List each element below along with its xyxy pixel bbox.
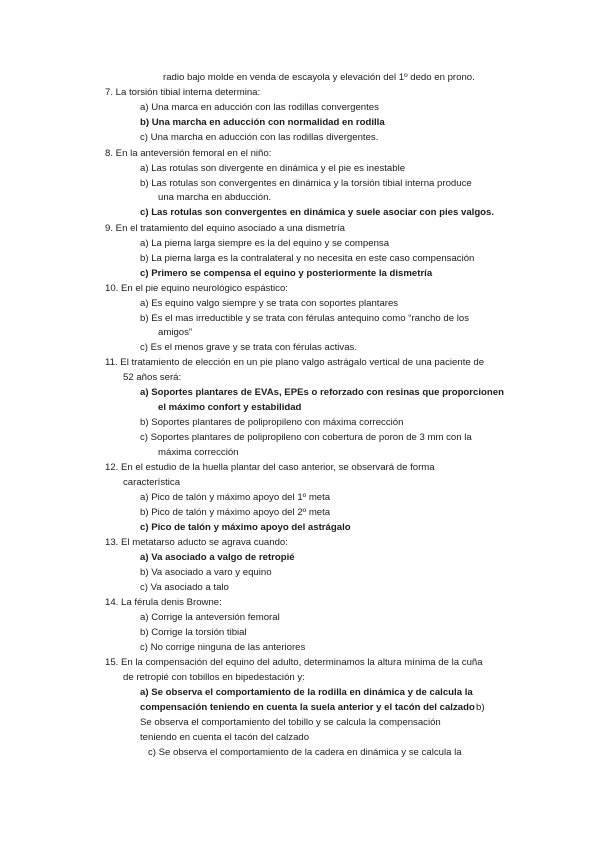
- option-9a: a) La pierna larga siempre es la del equino y se compensa: [140, 238, 390, 249]
- question-12-cont: característica: [123, 477, 181, 488]
- question-9: 9. En el tratamiento del equino asociado a una dismetría: [105, 223, 345, 234]
- option-15a-cont: compensación teniendo en cuenta la suela anterior y el tacón del calzado: [140, 702, 475, 713]
- option-13b: b) Va asociado a varo y equino: [140, 567, 272, 578]
- option-11b: b) Soportes plantares de polipropileno con máxima corrección: [140, 417, 404, 428]
- option-13a: a) Va asociado a valgo de retropié: [140, 552, 295, 563]
- option-12c: c) Pico de talón y máximo apoyo del astrágalo: [140, 522, 351, 533]
- option-15a: a) Se observa el comportamiento de la rodilla en dinámica y de calcula la: [140, 687, 473, 698]
- option-15c: c) Se observa el comportamiento de la cadera en dinámica y se calcula la: [148, 747, 462, 758]
- option-8a: a) Las rotulas son divergente en dinámica y el pie es inestable: [140, 163, 406, 174]
- option-7b: b) Una marcha en aducción con normalidad en rodilla: [140, 117, 385, 128]
- option-11a-cont: el máximo confort y estabilidad: [158, 402, 302, 413]
- option-15b-cont: teniendo en cuenta el tacón del calzado: [140, 732, 310, 743]
- option-14c: c) No corrige ninguna de las anteriores: [140, 642, 306, 653]
- option-11c: c) Soportes plantares de polipropileno con cobertura de poron de 3 mm con la: [140, 432, 472, 443]
- option-14a: a) Corrige la anteversión femoral: [140, 612, 280, 623]
- option-8b: b) Las rotulas son convergentes en dinámica y la torsión tibial interna produce: [140, 178, 472, 189]
- text-line: radio bajo molde en venda de escayola y elevación del 1º dedo en prono.: [163, 72, 475, 83]
- question-10: 10. En el pie equino neurológico espástico:: [105, 283, 288, 294]
- option-15b: Se observa el comportamiento del tobillo y se calcula la compensación: [140, 717, 441, 728]
- question-15-cont: de retropié con tobillos en bipedestación y:: [123, 672, 305, 683]
- option-14b: b) Corrige la torsión tibial: [140, 627, 247, 638]
- option-12a: a) Pico de talón y máximo apoyo del 1º meta: [140, 492, 331, 503]
- option-10b: b) Es el mas irreductible y se trata con férulas antequino como “rancho de los: [140, 313, 470, 324]
- option-8b-cont: una marcha en abducción.: [158, 192, 272, 203]
- question-12: 12. En el estudio de la huella plantar del caso anterior, se observará de forma: [105, 462, 435, 473]
- question-15: 15. En la compensación del equino del adulto, determinamos la altura mínima de la cuña: [105, 657, 483, 668]
- question-13: 13. El metatarso aducto se agrava cuando:: [105, 537, 288, 548]
- option-9b: b) La pierna larga es la contralateral y no necesita en este caso compensación: [140, 253, 475, 264]
- option-10c: c) Es el menos grave y se trata con férulas activas.: [140, 342, 358, 353]
- option-9c: c) Primero se compensa el equino y posteriormente la dismetría: [140, 268, 433, 279]
- question-7: 7. La torsión tibial interna determina:: [105, 87, 261, 98]
- option-15b-marker: b): [476, 702, 485, 713]
- option-7a: a) Una marca en aducción con las rodillas convergentes: [140, 102, 379, 113]
- question-11: 11. El tratamiento de elección en un pie plano valgo astrágalo vertical de una paciente de: [105, 357, 485, 368]
- option-11c-cont: máxima corrección: [158, 447, 239, 458]
- question-8: 8. En la anteversión femoral en el niño:: [105, 148, 272, 159]
- option-10a: a) Es equino valgo siempre y se trata con soportes plantares: [140, 298, 399, 309]
- option-12b: b) Pico de talón y máximo apoyo del 2º meta: [140, 507, 331, 518]
- option-8c: c) Las rotulas son convergentes en dinámica y suele asociar con pies valgos.: [140, 207, 495, 218]
- question-11-cont: 52 años será:: [123, 372, 182, 383]
- option-7c: c) Una marcha en aducción con las rodillas divergentes.: [140, 132, 379, 143]
- question-14: 14. La férula denis Browne:: [105, 597, 222, 608]
- option-11a: a) Soportes plantares de EVAs, EPEs o reforzado con resinas que proporcionen: [140, 387, 504, 398]
- option-10b-cont: amigos”: [158, 327, 193, 338]
- option-13c: c) Va asociado a talo: [140, 582, 229, 593]
